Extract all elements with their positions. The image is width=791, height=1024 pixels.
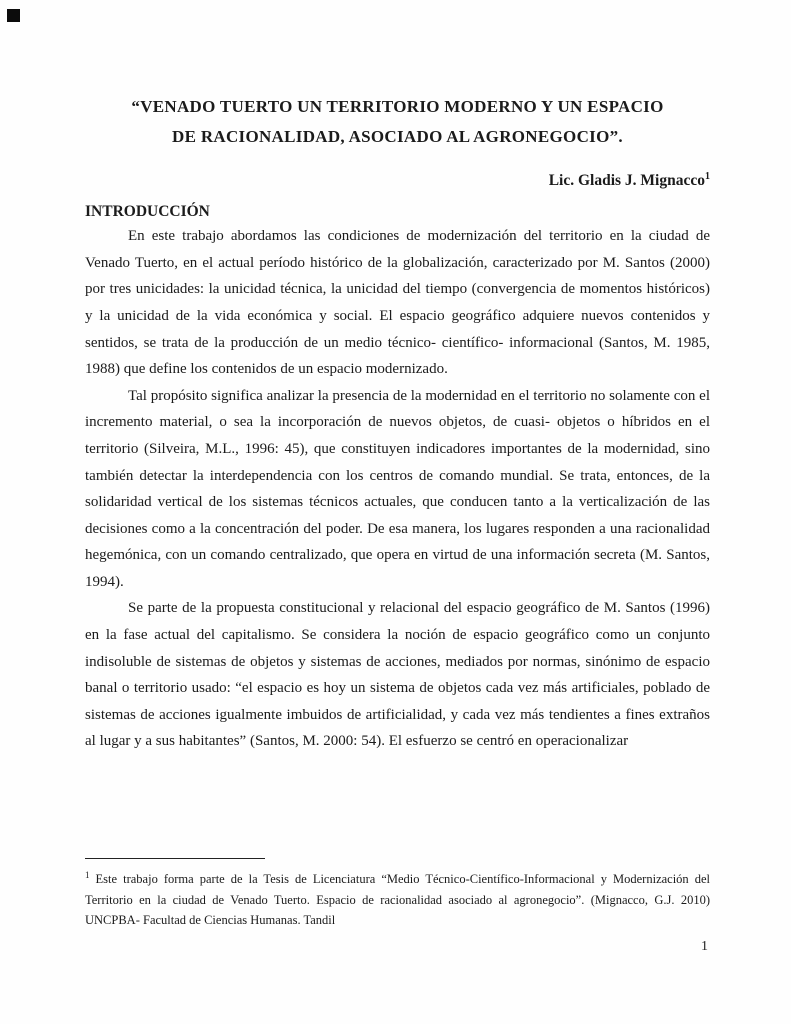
- section-heading: INTRODUCCIÓN: [85, 203, 210, 221]
- paragraph-1: En este trabajo abordamos las condiciones de modernización del territorio en la ciudad de Venado Tuerto, en el actual período histórico de la globalización, caracterizado por M. Santos (2000) por tres unicidades: la unicidad técnica, la unicidad del tiempo (convergencia de momentos históricos) y la unicidad de la vida económica y social. El espacio geográfico adquiere nuevos contenidos y sentidos, se trata de la producción de un medio técnico- científico- informacional (Santos, M. 1985, 1988) que define los contenidos de un espacio modernizado.: [85, 228, 710, 378]
- page-number: 1: [701, 939, 708, 954]
- footnote-divider: [85, 858, 265, 859]
- author-name: Lic. Gladis J. Mignacco: [548, 172, 705, 190]
- corner-mark: [7, 9, 20, 22]
- author-line: [85, 166, 710, 192]
- paragraph-2: Tal propósito significa analizar la presencia de la modernidad en el territorio no solamente con el incremento material, o sea la incorporación de nuevos objetos, de cuasi- objetos o híbridos en el territorio (Silveira, M.L., 1996: 45), que constituyen indicadores importantes de la modernidad, sino también detectar la interdependencia con los centros de comando mundial. Se trata, entonces, de la solidaridad vertical de los sistemas técnicos actuales, que conducen tanto a la verticalización de las decisiones como a la concentración del poder. De esa manera, los lugares responden a una racionalidad hegemónica, con un comando centralizado, que opera en virtud de una información secreta (M. Santos, 1994).: [85, 387, 710, 590]
- footnote-1: [85, 865, 710, 931]
- footnote-1-text: Este trabajo forma parte de la Tesis de Licenciatura “Medio Técnico-Científico-Informacional y Modernización del Territorio en la ciudad de Venado Tuerto. Espacio de racionalidad asociado al agronegocio”. (Mignacco, G.J. 2010) UNCPBA- Facultad de Ciencias Humanas. Tandil: [85, 872, 710, 928]
- footnote-1-ref: 1: [85, 870, 90, 880]
- document-title-line-2: DE RACIONALIDAD, ASOCIADO AL AGRONEGOCIO”.: [172, 127, 623, 146]
- footnote-section: [85, 858, 710, 931]
- paragraph-3: Se parte de la propuesta constitucional y relacional del espacio geográfico de M. Santos (1996) en la fase actual del capitalismo. Se considera la noción de espacio geográfico como un conjunto indisoluble de sistemas de objetos y sistemas de acciones, mediados por normas, sinónimo de espacio banal o territorio usado: “el espacio es hoy un sistema de objetos cada vez más artificiales, poblado de sistemas de acciones igualmente imbuidos de artificialidad, y cada vez más tendientes a fines extraños al lugar y a sus habitantes” (Santos, M. 2000: 54). El esfuerzo se centró en operacionalizar: [85, 600, 710, 750]
- document-title: [85, 92, 710, 152]
- author-footnote-ref: 1: [705, 171, 710, 182]
- page-content: [85, 0, 710, 755]
- document-title-line-1: “VENADO TUERTO UN TERRITORIO MODERNO Y UN ESPACIO: [131, 97, 664, 116]
